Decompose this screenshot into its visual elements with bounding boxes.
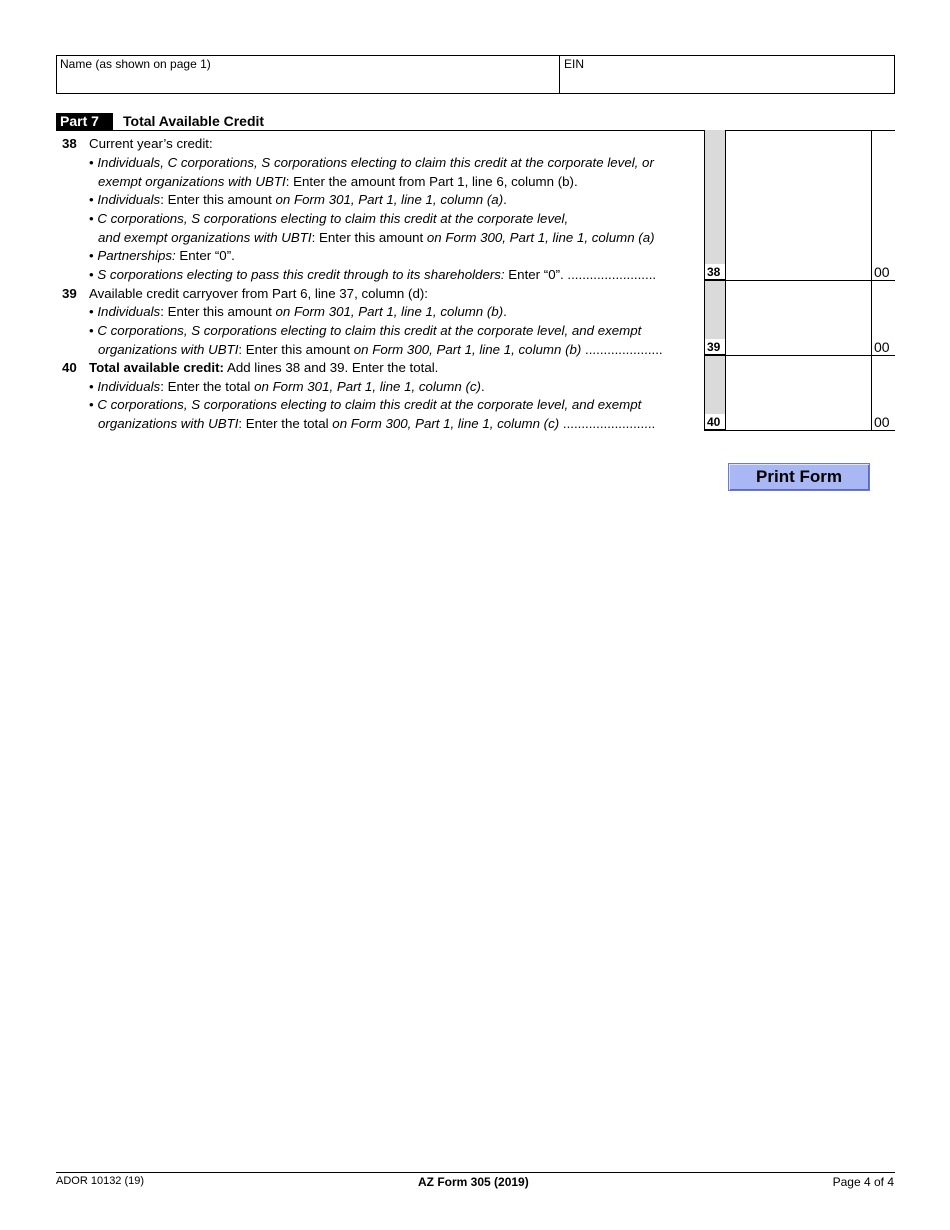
line38-bullet2-t1: : Enter this amount [160,192,276,207]
line38-title: Current year’s credit: [89,136,213,151]
line39-bullet2-cont-t: : Enter this amount [238,342,354,357]
line38-bullet3-cont-it2: on Form 300, Part 1, line 1, column (a) [426,230,655,245]
line39-bullet1-it1: Individuals [97,304,161,319]
line40-number: 40 [62,360,77,375]
line38-gray-column [704,130,726,280]
line40-bullet2: • C corporations, S corporations electing to claim this credit at the corporate level, and exempt [89,397,642,412]
line39-bullet2-dots: ..................... [581,342,663,357]
line39-bullet2: • C corporations, S corporations electing to claim this credit at the corporate level, and exempt [89,323,642,338]
line38-bullet5-it: S corporations electing to pass this credit through to its shareholders: [97,267,505,282]
line38-bullet3-cont-t: : Enter this amount [311,230,427,245]
part-title: Total Available Credit [123,113,265,129]
line38-bullet3-text: C corporations, S corporations electing to claim this credit at the corporate level, [97,211,569,226]
page-number: Page 4 of 4 [832,1175,894,1189]
part-badge: Part 7 [56,113,113,130]
line40-amount-input[interactable] [727,414,871,430]
line38-number: 38 [62,136,77,151]
line39-bullet2-text: C corporations, S corporations electing to claim this credit at the corporate level, and exempt [97,323,642,338]
line39-bullet2-cont-it1: organizations with UBTI [98,342,239,357]
line39-number: 39 [62,286,77,301]
ein-label: EIN [564,57,585,71]
line40-bullet2-cont [98,416,655,431]
name-field[interactable] [57,56,560,93]
line39-rule [704,355,895,356]
line40-bullet2-cont-t: : Enter the total [238,416,333,431]
form-code: ADOR 10132 (19) [56,1175,145,1187]
ein-field[interactable] [561,56,587,72]
line38-amount-input[interactable] [727,264,871,280]
line40-bullet2-cont-it1: organizations with UBTI [98,416,239,431]
line38-bullet1-text: Individuals, C corporations, S corporations electing to claim this credit at the corporate level, or [97,155,654,170]
line38-bullet3-cont [98,230,655,245]
line40-cents: 00 [874,414,890,430]
line39-title: Available credit carryover from Part 6, line 37, column (d): [89,286,428,301]
line39-box-number: 39 [704,339,726,355]
line38-bullet2-it1: Individuals [97,192,161,207]
line38-bullet1: • Individuals, C corporations, S corporations electing to claim this credit at the corporate level, or [89,155,654,170]
print-form-button[interactable]: Print Form [728,463,870,491]
line38-bullet1-cont-text: : Enter the amount from Part 1, line 6, column (b). [285,174,578,189]
line38-bullet1-cont-it: exempt organizations with UBTI [98,174,286,189]
line38-bullet2-it2: on Form 301, Part 1, line 1, column (a) [275,192,504,207]
line40-bullet1-end: . [480,379,485,394]
line40-bullet1-it2: on Form 301, Part 1, line 1, column (c) [254,379,481,394]
line40-bullet2-text: C corporations, S corporations electing to claim this credit at the corporate level, and exempt [97,397,642,412]
line38-bullet4-t: Enter “0”. [175,248,235,263]
line38-bullet4-it: Partnerships: [97,248,176,263]
form-title: AZ Form 305 (2019) [418,1175,529,1189]
line38-bullet4: • Partnerships: Enter “0”. [89,248,235,263]
line40-bullet1-it1: Individuals [97,379,161,394]
line38-cents: 00 [874,264,890,280]
line39-bullet1: • Individuals: Enter this amount on Form 301, Part 1, line 1, column (b). [89,304,507,319]
line40-bullet2-cont-it2: on Form 300, Part 1, line 1, column (c) [332,416,560,431]
line40-bullet1: • Individuals: Enter the total on Form 301, Part 1, line 1, column (c). [89,379,485,394]
line40-title-bold: Total available credit: [89,360,224,375]
line40-title-text: Add lines 38 and 39. Enter the total. [223,360,439,375]
line40-box-number: 40 [704,414,726,430]
line39-bullet1-end: . [503,304,507,319]
line39-bullet2-cont [98,342,663,357]
line38-bullet3-cont-it1: and exempt organizations with UBTI [98,230,312,245]
line40-bullet1-t1: : Enter the total [160,379,255,394]
footer-rule [56,1172,895,1173]
line40-bullet2-dots: ......................... [559,416,656,431]
line38-bullet3: • C corporations, S corporations electing to claim this credit at the corporate level, [89,211,569,226]
line38-bullet5-t: Enter “0”. ........................ [504,267,657,282]
header-box [56,55,895,94]
line40-title [89,360,438,375]
part7-heading [56,113,895,130]
line39-bullet1-it2: on Form 301, Part 1, line 1, column (b) [275,304,504,319]
line38-box-number: 38 [704,264,726,280]
name-label: Name (as shown on page 1) [60,57,211,71]
line38-bullet5: • S corporations electing to pass this credit through to its shareholders: Enter “0”. ........................ [89,267,657,282]
line38-rule [704,280,895,281]
line39-cents: 00 [874,339,890,355]
line39-bullet2-cont-it2: on Form 300, Part 1, line 1, column (b) [353,342,582,357]
line38-bullet2: • Individuals: Enter this amount on Form 301, Part 1, line 1, column (a). [89,192,507,207]
line39-bullet1-t1: : Enter this amount [160,304,276,319]
line38-bullet1-cont [98,174,578,189]
line40-rule [704,430,895,431]
part-rule [56,130,895,131]
line38-bullet2-end: . [503,192,507,207]
line39-amount-input[interactable] [727,339,871,355]
